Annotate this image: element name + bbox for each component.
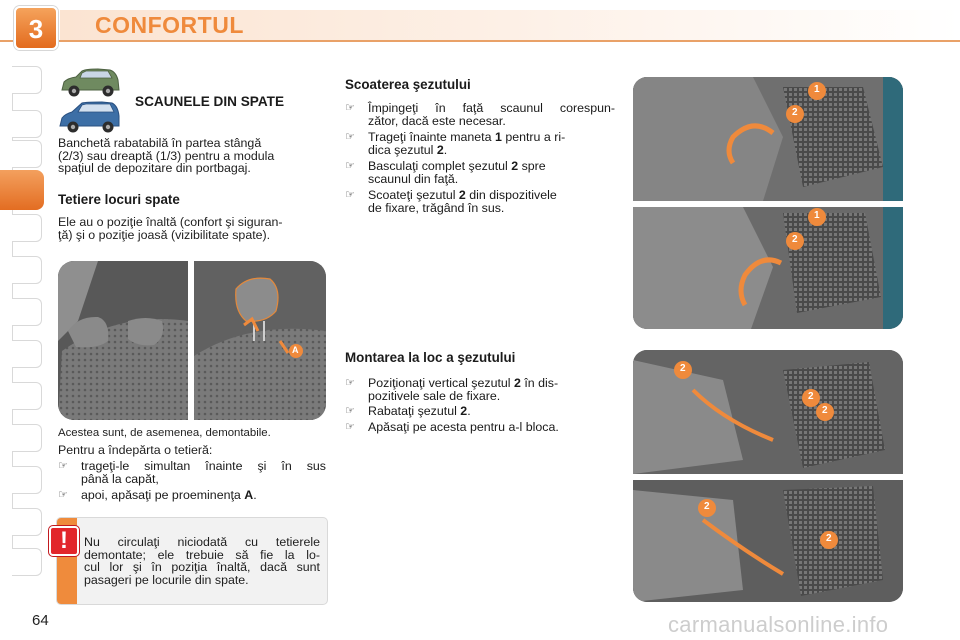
remove-step-text: apoi, apăsaţi pe proeminenţa	[81, 488, 245, 502]
intro-line: Banchetă rabatabilă în partea stângă	[58, 136, 262, 150]
chapter-tab-7[interactable]	[12, 298, 42, 326]
car-mpv-icon	[56, 100, 122, 136]
header-rule	[0, 40, 960, 42]
chapter-tab-6[interactable]	[12, 256, 42, 284]
warning-line: cul lor şi în poziţia înaltă, dacă sunt	[84, 560, 320, 575]
pointing-hand-icon: ☞	[345, 420, 355, 433]
page-number: 64	[32, 612, 49, 629]
removal-step-4	[345, 189, 615, 215]
photo-label-2: 2	[808, 391, 814, 402]
install-step-2	[345, 405, 615, 419]
install-ref: 2	[460, 404, 468, 418]
chapter-tab-5[interactable]	[12, 214, 42, 242]
photo-label-2: 2	[680, 363, 686, 374]
watermark: carmanualsonline.info	[668, 612, 889, 637]
removal-ref: 2	[436, 142, 444, 157]
exclamation-icon	[49, 526, 79, 556]
seat-removal-illustration	[633, 77, 903, 329]
chapter-tab-8[interactable]	[12, 340, 42, 368]
header-band	[0, 0, 960, 48]
pointing-hand-icon: ☞	[345, 404, 355, 417]
warning-mark: !	[60, 527, 68, 554]
chapter-tab-active[interactable]	[0, 170, 44, 210]
photo-label-2: 2	[792, 234, 798, 245]
removal-text: din dispozitivele	[465, 188, 557, 202]
intro-paragraph	[58, 137, 326, 175]
removal-ref: 1	[494, 130, 502, 144]
headrest-line: ţă) şi o poziţie joasă (vizibilitate spate).	[58, 227, 271, 242]
removal-text: Basculaţi complet şezutul	[368, 159, 512, 173]
chapter-tab-10[interactable]	[12, 424, 42, 452]
headrest-illustration	[58, 261, 326, 420]
chapter-badge	[14, 6, 58, 50]
install-step-3	[345, 421, 615, 435]
install-text: Poziţionaţi vertical şezutul	[368, 376, 515, 390]
warning-line: Nu circulaţi niciodată cu tetierele	[84, 535, 320, 549]
photo-label-1: 1	[814, 84, 820, 95]
install-ref: 2	[514, 376, 521, 390]
removal-heading: Scoaterea şezutului	[345, 77, 471, 92]
install-text: .	[467, 404, 471, 418]
headrest-paragraph	[58, 216, 326, 241]
install-text: Rabataţi şezutul	[368, 404, 461, 418]
photo-label-a: A	[292, 345, 299, 355]
seat-removal-photo	[633, 77, 903, 329]
remove-step-ref: A	[244, 488, 254, 502]
removal-text: Trageţi înainte maneta	[368, 130, 495, 144]
warning-text	[84, 536, 320, 586]
headrest-heading: Tetiere locuri spate	[58, 192, 180, 207]
remove-intro: Pentru a îndepărta o tetieră:	[58, 443, 213, 457]
removal-text: dica şezutul	[368, 142, 437, 157]
chapter-tab-13[interactable]	[12, 548, 42, 576]
pointing-hand-icon: ☞	[58, 459, 68, 472]
pointing-hand-icon: ☞	[58, 488, 68, 501]
removal-step-2	[345, 131, 615, 157]
removal-step-1	[345, 102, 615, 128]
caption: Acestea sunt, de asemenea, demontabile.	[58, 427, 271, 439]
photo-label-1: 1	[814, 210, 820, 221]
removal-text: Scoateţi şezutul	[368, 188, 459, 202]
chapter-title: CONFORTUL	[95, 12, 244, 38]
pointing-hand-icon: ☞	[345, 376, 355, 389]
install-line: pozitivele sale de fixare.	[368, 388, 501, 403]
chapter-tab-11[interactable]	[12, 466, 42, 494]
chapter-tab-12[interactable]	[12, 508, 42, 536]
photo-label-2: 2	[704, 501, 710, 512]
seat-install-photo	[633, 350, 903, 602]
warning-line: demontate; ele trebuie să fie la lo-	[84, 547, 320, 562]
intro-line: spaţiul de depozitare din portbagaj.	[58, 161, 251, 176]
install-step-1	[345, 377, 615, 403]
removal-line: scaunul din faţă.	[368, 171, 459, 186]
removal-text: .	[443, 142, 448, 157]
intro-line: (2/3) sau dreaptă (1/3) pentru a modula	[58, 148, 275, 163]
chapter-number: 3	[28, 14, 44, 44]
photo-label-2: 2	[826, 533, 832, 544]
headrest-photo	[58, 261, 326, 420]
pointing-hand-icon: ☞	[345, 188, 355, 201]
remove-step-2	[58, 489, 326, 503]
removal-line: de fixare, trăgând în sus.	[368, 200, 505, 215]
removal-text: spre	[518, 159, 546, 173]
removal-ref: 2	[511, 159, 519, 173]
chapter-tab-2[interactable]	[12, 110, 42, 138]
removal-ref: 2	[458, 188, 466, 202]
remove-step-line: trageţi-le simultan înainte şi în sus	[81, 459, 326, 473]
install-text: în dis-	[520, 376, 559, 390]
remove-step-1	[58, 460, 326, 486]
section-title: SCAUNELE DIN SPATE	[135, 94, 285, 109]
removal-line: zător, dacă este necesar.	[368, 113, 506, 128]
remove-step-end: .	[253, 488, 257, 502]
chapter-tab-9[interactable]	[12, 382, 42, 410]
car-estate-icon	[58, 66, 122, 100]
photo-label-2: 2	[792, 107, 798, 118]
removal-text: pentru a ri-	[501, 130, 566, 144]
install-text: Apăsaţi pe acesta pentru a-l bloca.	[368, 420, 559, 434]
install-heading: Montarea la loc a şezutului	[345, 350, 516, 365]
chapter-tab-1[interactable]	[12, 66, 42, 94]
pointing-hand-icon: ☞	[345, 159, 355, 172]
warning-line: pasageri pe locurile din spate.	[84, 572, 249, 587]
pointing-hand-icon: ☞	[345, 130, 355, 143]
removal-line: Împingeţi în faţă scaunul corespun-	[368, 101, 615, 115]
seat-install-illustration	[633, 350, 903, 602]
removal-step-3	[345, 160, 615, 186]
pointing-hand-icon: ☞	[345, 101, 355, 114]
chapter-tab-3[interactable]	[12, 140, 42, 168]
photo-label-2: 2	[822, 405, 828, 416]
headrest-line: Ele au o poziţie înaltă (confort şi siguran-	[58, 215, 283, 229]
remove-step-line: până la capăt,	[81, 471, 159, 486]
